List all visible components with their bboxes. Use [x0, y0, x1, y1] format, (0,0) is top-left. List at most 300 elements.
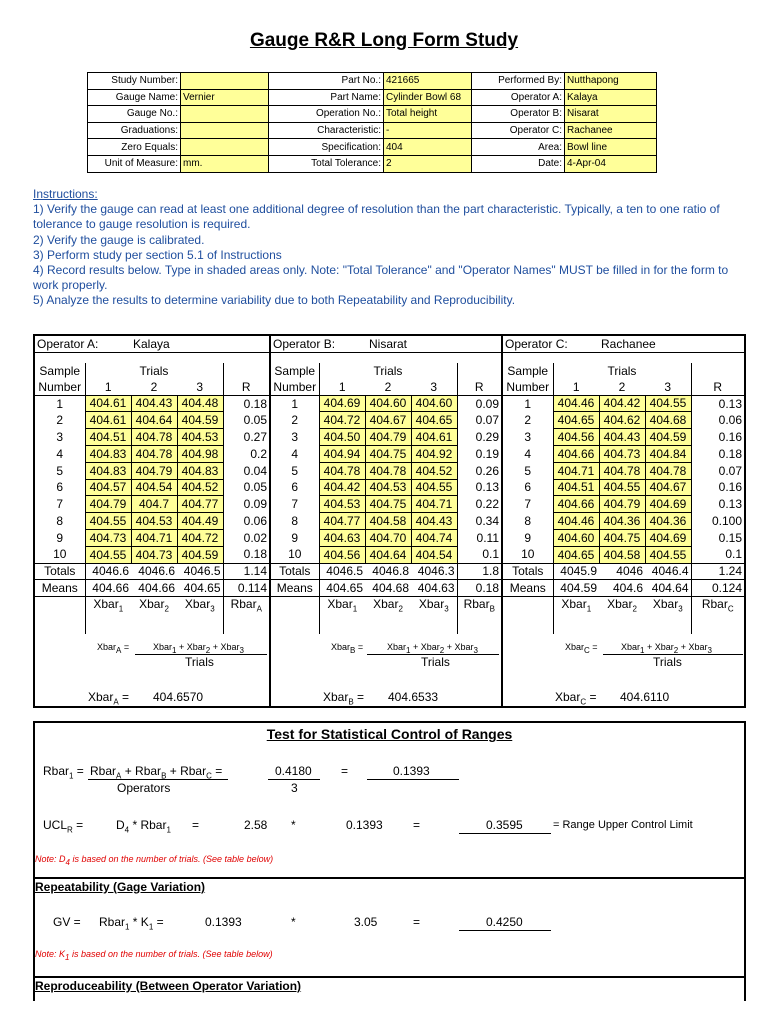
trial-1-value[interactable]: 404.71 — [553, 462, 599, 479]
table-row — [271, 529, 501, 546]
totals-row — [271, 563, 501, 580]
trial-2-value[interactable]: 404.53 — [365, 479, 411, 496]
ucl-formula: $D_4$ * Rbar$_1$ — [116, 818, 171, 835]
info-value[interactable] — [181, 122, 269, 139]
trial-2-header: 2 — [365, 379, 411, 395]
instructions-heading: Instructions: — [33, 187, 98, 201]
trial-1-value[interactable]: 404.55 — [85, 513, 131, 530]
sample-number: 7 — [56, 497, 64, 512]
operator-xbar-value: 404.6570 — [153, 690, 204, 704]
trial-2-value[interactable]: 404.64 — [131, 412, 177, 429]
mean-symbols-row — [271, 597, 501, 614]
trial-3-header: 3 — [645, 379, 691, 395]
info-label: Part Name: — [269, 89, 384, 106]
trial-1-header: 1 — [85, 379, 131, 395]
number-header: Number — [271, 379, 319, 395]
trial-1-value[interactable]: 404.51 — [553, 479, 599, 496]
range-value: 0.18 — [691, 445, 744, 462]
means-range: 0.18 — [457, 580, 501, 597]
sample-header: Sample — [39, 363, 81, 378]
table-row — [503, 529, 744, 546]
trial-3-value[interactable]: 404.67 — [645, 479, 691, 496]
trial-2-value[interactable]: 404.36 — [599, 513, 645, 530]
trial-3-value[interactable]: 404.52 — [411, 462, 457, 479]
trial-1-value[interactable]: 404.50 — [319, 429, 365, 446]
totals-range: 1.8 — [457, 563, 501, 580]
trial-2-value[interactable]: 404.71 — [131, 529, 177, 546]
trial-1-value[interactable]: 404.56 — [319, 546, 365, 563]
trial-3-value[interactable]: 404.61 — [411, 429, 457, 446]
trial-2-value[interactable]: 404.78 — [131, 445, 177, 462]
trial-2-value[interactable]: 404.54 — [131, 479, 177, 496]
range-value: 0.29 — [457, 429, 501, 446]
xbar-2-symbol: Xbar$_2$ — [599, 597, 645, 614]
sample-number: 4 — [291, 446, 299, 461]
totals-label: Totals — [503, 563, 553, 580]
trial-1-value[interactable]: 404.57 — [85, 479, 131, 496]
table-row — [35, 546, 269, 563]
sample-number: 4 — [524, 446, 532, 461]
info-value[interactable]: - — [384, 122, 472, 139]
range-header: R — [691, 379, 744, 395]
ucl-result: 0.3595 — [486, 818, 523, 832]
xbar-formula-lhs: Xbar$_A$ = — [97, 642, 130, 655]
range-header: R — [223, 379, 269, 395]
table-row — [503, 479, 744, 496]
info-row — [88, 89, 657, 106]
rbar-divisor: 3 — [291, 781, 298, 795]
range-value: 0.1 — [691, 546, 744, 563]
info-value[interactable]: Rachanee — [565, 122, 657, 139]
trial-3-value[interactable]: 404.54 — [411, 546, 457, 563]
range-value: 0.04 — [223, 462, 269, 479]
trials-header: Trials — [553, 363, 691, 379]
info-label: Specification: — [269, 139, 384, 156]
table-row — [503, 462, 744, 479]
table-row — [35, 395, 269, 412]
sample-number: 6 — [524, 480, 532, 495]
trial-3-value[interactable]: 404.49 — [177, 513, 223, 530]
range-value: 0.13 — [457, 479, 501, 496]
info-row — [88, 139, 657, 156]
trial-3-value[interactable]: 404.59 — [177, 412, 223, 429]
totals-trial-1: 4046.5 — [319, 563, 365, 580]
d4-note: Note: $D_4$ is based on the number of trials. (See table below) — [35, 854, 274, 867]
trial-2-value[interactable]: 404.43 — [131, 395, 177, 412]
sample-number: 8 — [291, 514, 299, 529]
trial-1-value[interactable]: 404.94 — [319, 445, 365, 462]
sample-number: 7 — [291, 497, 299, 512]
operator-name: Rachanee — [601, 337, 656, 351]
table-row — [271, 496, 501, 513]
sample-number: 8 — [524, 514, 532, 529]
range-value: 0.11 — [457, 529, 501, 546]
trial-3-value[interactable]: 404.69 — [645, 529, 691, 546]
table-row — [271, 429, 501, 446]
table-row — [35, 462, 269, 479]
range-value: 0.13 — [691, 496, 744, 513]
table-row — [503, 412, 744, 429]
instruction-5: 5) Analyze the results to determine variability due to both Repeatability and Reproducibility. — [33, 293, 516, 308]
trial-3-value[interactable]: 404.36 — [645, 513, 691, 530]
range-value: 0.07 — [457, 412, 501, 429]
rbar-symbol: Rbar$_A$ — [223, 597, 269, 614]
range-value: 0.06 — [691, 412, 744, 429]
info-value[interactable]: 404 — [384, 139, 472, 156]
instruction-3: 3) Perform study per section 5.1 of Instructions — [33, 247, 282, 262]
info-label: Area: — [472, 139, 565, 156]
trial-2-value[interactable]: 404.73 — [599, 445, 645, 462]
trial-1-value[interactable]: 404.60 — [553, 529, 599, 546]
totals-row — [503, 563, 744, 580]
xbar-3-symbol: Xbar$_3$ — [645, 597, 691, 614]
trial-1-header: 1 — [553, 379, 599, 395]
info-label: Unit of Measure: — [88, 155, 181, 172]
info-value[interactable] — [181, 106, 269, 123]
info-label: Gauge No.: — [88, 106, 181, 123]
gv-equals: = — [413, 915, 421, 929]
trial-2-header: 2 — [131, 379, 177, 395]
means-range: 0.124 — [691, 580, 744, 597]
xbar-3-symbol: Xbar$_3$ — [177, 597, 223, 614]
trial-1-value[interactable]: 404.56 — [553, 429, 599, 446]
trial-3-value[interactable]: 404.65 — [411, 412, 457, 429]
rbar1-numerator: Rbar$_A$ + Rbar$_B$ + Rbar$_C$ = — [90, 764, 223, 781]
trial-1-value[interactable]: 404.65 — [553, 546, 599, 563]
operator-xbar-value: 404.6533 — [388, 690, 439, 704]
trial-2-value[interactable]: 404.75 — [365, 445, 411, 462]
trial-3-value[interactable]: 404.60 — [411, 395, 457, 412]
instruction-2: 2) Verify the gauge is calibrated. — [33, 232, 205, 247]
operator-name: Kalaya — [133, 337, 170, 351]
means-trial-3: 404.64 — [645, 580, 691, 597]
range-value: 0.18 — [223, 546, 269, 563]
trial-3-header: 3 — [411, 379, 457, 395]
instruction-1: 1) Verify the gauge can read at least one additional degree of resolution than the part characteristic. Typically, a ten to one ratio of tolerance to gauge resolution is required. — [33, 202, 720, 232]
trial-3-value[interactable]: 404.55 — [645, 395, 691, 412]
totals-trial-1: 4045.9 — [553, 563, 599, 580]
totals-trial-2: 4046.6 — [131, 563, 177, 580]
trial-2-value[interactable]: 404.79 — [131, 462, 177, 479]
totals-trial-2: 4046 — [599, 563, 645, 580]
trial-1-value[interactable]: 404.73 — [85, 529, 131, 546]
trial-3-value[interactable]: 404.68 — [645, 412, 691, 429]
means-trial-1: 404.59 — [553, 580, 599, 597]
info-value[interactable]: Total height — [384, 106, 472, 123]
sample-number: 6 — [56, 480, 64, 495]
trial-1-value[interactable]: 404.63 — [319, 529, 365, 546]
totals-trial-3: 4046.4 — [645, 563, 691, 580]
range-value: 0.09 — [223, 496, 269, 513]
trial-1-header: 1 — [319, 379, 365, 395]
operator-label: Operator C: — [505, 337, 568, 351]
sample-number: 5 — [291, 463, 299, 478]
means-trial-2: 404.6 — [599, 580, 645, 597]
operator-name: Nisarat — [369, 337, 408, 351]
trial-1-value[interactable]: 404.72 — [319, 412, 365, 429]
info-label: Total Tolerance: — [269, 155, 384, 172]
trial-2-value[interactable]: 404.55 — [599, 479, 645, 496]
trial-1-value[interactable]: 404.77 — [319, 513, 365, 530]
trial-3-value[interactable]: 404.48 — [177, 395, 223, 412]
ucl-equals-2: = — [413, 818, 421, 832]
table-row — [35, 496, 269, 513]
control-title: Test for Statistical Control of Ranges — [266, 726, 513, 742]
k1-value: 3.05 — [354, 915, 378, 929]
trial-1-value[interactable]: 404.83 — [85, 462, 131, 479]
table-row — [271, 445, 501, 462]
info-row — [88, 73, 657, 90]
totals-trial-3: 4046.3 — [411, 563, 457, 580]
range-value: 0.02 — [223, 529, 269, 546]
sample-number: 9 — [291, 530, 299, 545]
sample-number: 9 — [56, 530, 64, 545]
range-value: 0.27 — [223, 429, 269, 446]
rbar1-denominator: Operators — [117, 781, 171, 795]
trial-1-value[interactable]: 404.79 — [85, 496, 131, 513]
info-value[interactable] — [181, 73, 269, 90]
trial-3-value[interactable]: 404.72 — [177, 529, 223, 546]
trial-3-value[interactable]: 404.71 — [411, 496, 457, 513]
trial-2-value[interactable]: 404.7 — [131, 496, 177, 513]
trial-2-value[interactable]: 404.43 — [599, 429, 645, 446]
instruction-4: 4) Record results below. Type in shaded areas only. Note: "Total Tolerance" and "Operator Names" MUST be filled in for the form to work properly. — [33, 263, 729, 293]
means-label: Means — [35, 580, 85, 597]
info-value[interactable]: mm. — [181, 155, 269, 172]
xbar-formula-lhs: Xbar$_C$ = — [565, 642, 598, 655]
info-label: Zero Equals: — [88, 139, 181, 156]
xbar-2-symbol: Xbar$_2$ — [131, 597, 177, 614]
sample-number: 2 — [56, 413, 64, 428]
range-value: 0.09 — [457, 395, 501, 412]
info-label: Study Number: — [88, 73, 181, 90]
range-value: 0.19 — [457, 445, 501, 462]
trial-2-value[interactable]: 404.60 — [365, 395, 411, 412]
xbar-formula-numerator: Xbar$_1$ + Xbar$_2$ + Xbar$_3$ — [153, 642, 244, 655]
table-row — [503, 513, 744, 530]
gv-formula: Rbar$_1$ * $K_1$ = — [99, 915, 164, 932]
trial-1-value[interactable]: 404.46 — [553, 395, 599, 412]
info-value[interactable]: Nutthapong — [565, 73, 657, 90]
trial-1-value[interactable]: 404.55 — [85, 546, 131, 563]
sample-number: 2 — [524, 413, 532, 428]
number-header: Number — [35, 379, 85, 395]
table-row — [271, 412, 501, 429]
sample-number: 6 — [291, 480, 299, 495]
trial-3-value[interactable]: 404.98 — [177, 445, 223, 462]
totals-trial-2: 4046.8 — [365, 563, 411, 580]
trial-2-value[interactable]: 404.67 — [365, 412, 411, 429]
trial-3-value[interactable]: 404.92 — [411, 445, 457, 462]
rbar-sum: 0.4180 — [275, 764, 312, 778]
trial-1-value[interactable]: 404.65 — [553, 412, 599, 429]
trial-2-value[interactable]: 404.64 — [365, 546, 411, 563]
range-value: 0.15 — [691, 529, 744, 546]
gv-label: GV = — [53, 915, 81, 929]
trial-3-value[interactable]: 404.59 — [177, 546, 223, 563]
xbar-formula-denominator: Trials — [653, 655, 682, 669]
range-value: 0.22 — [457, 496, 501, 513]
ucl-label: $UCL_R$ = — [43, 818, 84, 835]
table-row — [503, 429, 744, 446]
totals-range: 1.24 — [691, 563, 744, 580]
trial-1-value[interactable]: 404.78 — [319, 462, 365, 479]
table-row — [503, 496, 744, 513]
trial-2-value[interactable]: 404.70 — [365, 529, 411, 546]
table-row — [35, 513, 269, 530]
repeatability-title: Repeatability (Gage Variation) — [35, 880, 206, 894]
trial-1-value[interactable]: 404.53 — [319, 496, 365, 513]
operator-a-block — [33, 334, 271, 708]
trial-2-value[interactable]: 404.42 — [599, 395, 645, 412]
gv-times: * — [291, 915, 296, 929]
info-label: Operator B: — [472, 106, 565, 123]
trial-1-value[interactable]: 404.61 — [85, 412, 131, 429]
means-trial-2: 404.66 — [131, 580, 177, 597]
xbar-formula-numerator: Xbar$_1$ + Xbar$_2$ + Xbar$_3$ — [387, 642, 478, 655]
info-value[interactable]: Bowl line — [565, 139, 657, 156]
trial-1-value[interactable]: 404.46 — [553, 513, 599, 530]
table-row — [503, 395, 744, 412]
xbar-formula-denominator: Trials — [185, 655, 214, 669]
xbar-1-symbol: Xbar$_1$ — [319, 597, 365, 614]
sample-number: 1 — [524, 396, 532, 411]
sample-number: 7 — [524, 497, 532, 512]
trial-2-value[interactable]: 404.75 — [365, 496, 411, 513]
page-title: Gauge R&R Long Form Study — [249, 30, 519, 51]
sample-number: 9 — [524, 530, 532, 545]
info-value[interactable]: 2 — [384, 155, 472, 172]
sample-number: 10 — [288, 547, 302, 562]
totals-row — [35, 563, 269, 580]
xbar-formula-lhs: Xbar$_B$ = — [331, 642, 364, 655]
trial-3-value[interactable]: 404.78 — [645, 462, 691, 479]
trial-2-value[interactable]: 404.78 — [365, 462, 411, 479]
ucl-equals: = — [192, 818, 200, 832]
info-value[interactable]: Kalaya — [565, 89, 657, 106]
trial-2-value[interactable]: 404.75 — [599, 529, 645, 546]
trial-3-value[interactable]: 404.59 — [645, 429, 691, 446]
reproducibility-title: Reproduceability (Between Operator Variation) — [35, 979, 302, 993]
info-value[interactable]: Cylinder Bowl 68 — [384, 89, 472, 106]
trial-3-value[interactable]: 404.84 — [645, 445, 691, 462]
trial-2-value[interactable]: 404.78 — [131, 429, 177, 446]
trial-3-value[interactable]: 404.52 — [177, 479, 223, 496]
sample-number: 5 — [524, 463, 532, 478]
operator-xbar: Xbar$_B$ = — [323, 690, 365, 707]
rbar1-label: Rbar$_1$ = — [43, 764, 84, 781]
trial-1-value[interactable]: 404.69 — [319, 395, 365, 412]
table-row — [271, 546, 501, 563]
range-value: 0.05 — [223, 412, 269, 429]
trial-3-value[interactable]: 404.53 — [177, 429, 223, 446]
ucl-rbar-value: 0.1393 — [346, 818, 383, 832]
info-value[interactable]: Vernier — [181, 89, 269, 106]
trial-2-value[interactable]: 404.53 — [131, 513, 177, 530]
trial-1-value[interactable]: 404.66 — [553, 496, 599, 513]
range-value: 0.18 — [223, 395, 269, 412]
trial-3-value[interactable]: 404.83 — [177, 462, 223, 479]
trial-3-value[interactable]: 404.55 — [645, 546, 691, 563]
range-value: 0.26 — [457, 462, 501, 479]
trial-3-value[interactable]: 404.55 — [411, 479, 457, 496]
trial-1-value[interactable]: 404.83 — [85, 445, 131, 462]
trial-2-value[interactable]: 404.73 — [131, 546, 177, 563]
range-header: R — [457, 379, 501, 395]
trial-2-header: 2 — [599, 379, 645, 395]
range-value: 0.06 — [223, 513, 269, 530]
sample-number: 10 — [53, 547, 67, 562]
sample-number: 2 — [291, 413, 299, 428]
info-value[interactable]: Nisarat — [565, 106, 657, 123]
trial-2-value[interactable]: 404.78 — [599, 462, 645, 479]
table-row — [271, 479, 501, 496]
ucl-times: * — [291, 818, 296, 832]
trial-1-value[interactable]: 404.66 — [553, 445, 599, 462]
info-value[interactable]: 4-Apr-04 — [565, 155, 657, 172]
ucl-description: = Range Upper Control Limit — [553, 819, 693, 831]
range-value: 0.16 — [691, 479, 744, 496]
sample-number: 1 — [56, 396, 64, 411]
means-trial-3: 404.63 — [411, 580, 457, 597]
trial-1-value[interactable]: 404.51 — [85, 429, 131, 446]
rbar-symbol: Rbar$_B$ — [457, 597, 501, 614]
d4-value: 2.58 — [244, 818, 268, 832]
operator-xbar: Xbar$_A$ = — [88, 690, 130, 707]
means-row — [35, 580, 269, 597]
trial-2-value[interactable]: 404.58 — [599, 546, 645, 563]
means-label: Means — [271, 580, 319, 597]
trial-3-value[interactable]: 404.43 — [411, 513, 457, 530]
sample-number: 4 — [56, 446, 64, 461]
info-label: Date: — [472, 155, 565, 172]
range-value: 0.2 — [223, 445, 269, 462]
info-row — [88, 122, 657, 139]
info-value[interactable] — [181, 139, 269, 156]
trial-3-value[interactable]: 404.77 — [177, 496, 223, 513]
trial-3-value[interactable]: 404.69 — [645, 496, 691, 513]
table-row — [271, 513, 501, 530]
table-row — [35, 429, 269, 446]
means-range: 0.114 — [223, 580, 269, 597]
trial-3-value[interactable]: 404.74 — [411, 529, 457, 546]
range-value: 0.34 — [457, 513, 501, 530]
trial-2-value[interactable]: 404.79 — [599, 496, 645, 513]
range-value: 0.07 — [691, 462, 744, 479]
trial-2-value[interactable]: 404.62 — [599, 412, 645, 429]
instructions — [33, 187, 753, 309]
operator-c-block — [501, 334, 746, 708]
trial-2-value[interactable]: 404.58 — [365, 513, 411, 530]
means-trial-2: 404.68 — [365, 580, 411, 597]
xbar-2-symbol: Xbar$_2$ — [365, 597, 411, 614]
totals-label: Totals — [35, 563, 85, 580]
table-row — [271, 462, 501, 479]
table-row — [35, 479, 269, 496]
table-row — [503, 546, 744, 563]
trial-3-header: 3 — [177, 379, 223, 395]
trial-2-value[interactable]: 404.79 — [365, 429, 411, 446]
info-value[interactable]: 421665 — [384, 73, 472, 90]
trial-1-value[interactable]: 404.42 — [319, 479, 365, 496]
gv-rbar-value: 0.1393 — [205, 915, 242, 929]
range-value: 0.13 — [691, 395, 744, 412]
means-row — [503, 580, 744, 597]
rbar-symbol: Rbar$_C$ — [691, 597, 744, 614]
xbar-formula-denominator: Trials — [421, 655, 450, 669]
sample-number: 8 — [56, 514, 64, 529]
trial-1-value[interactable]: 404.61 — [85, 395, 131, 412]
